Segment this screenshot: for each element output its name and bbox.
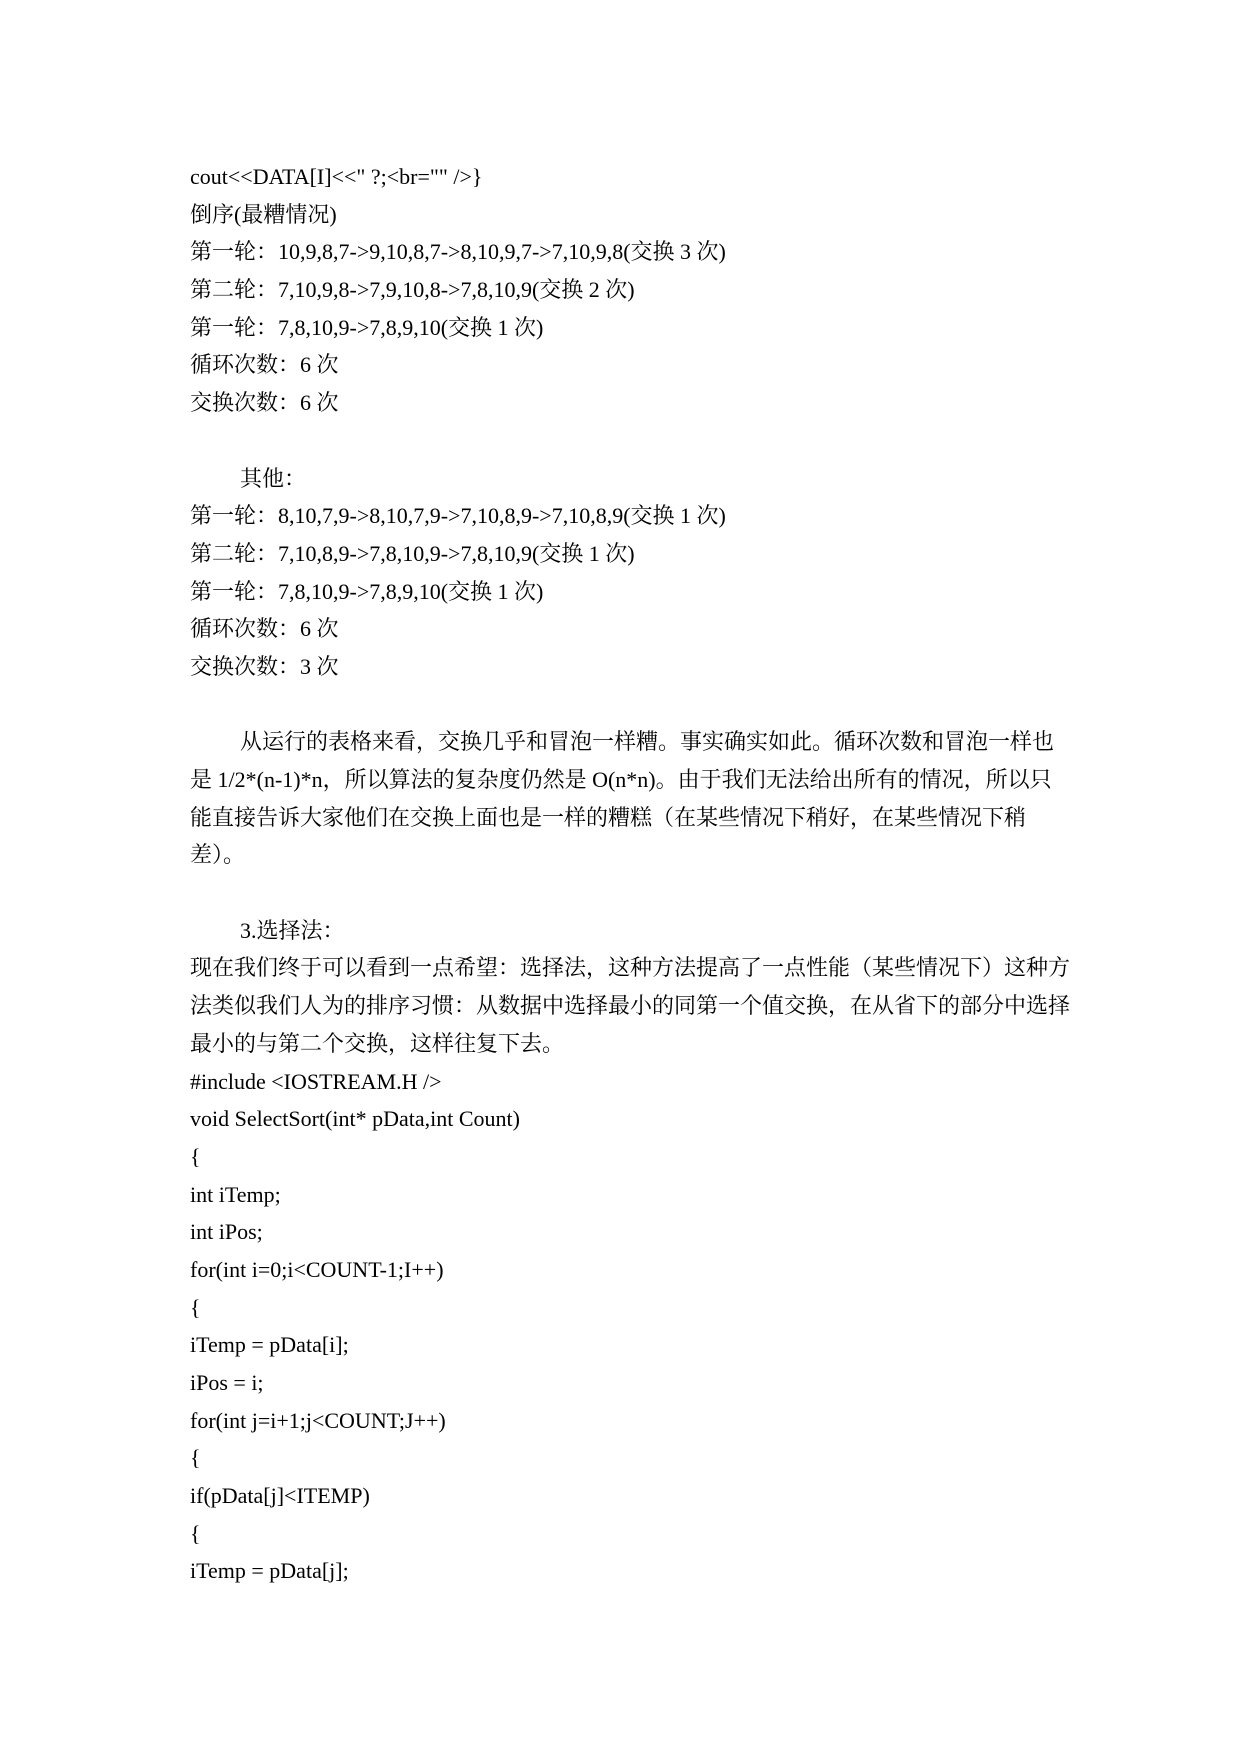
round-line: 第一轮：7,8,10,9->7,8,9,10(交换 1 次) xyxy=(190,578,544,604)
code-line: { xyxy=(190,1143,201,1169)
code-line: if(pData[j]<ITEMP) xyxy=(190,1483,370,1509)
round-line: 第二轮：7,10,9,8->7,9,10,8->7,8,10,9(交换 2 次) xyxy=(190,277,635,303)
code-line: iPos = i; xyxy=(190,1370,264,1395)
paragraph-line: 法类似我们人为的排序习惯：从数据中选择最小的同第一个值交换，在从省下的部分中选择 xyxy=(190,993,1071,1019)
code-line: int iPos; xyxy=(190,1219,263,1245)
blank-line xyxy=(190,422,1070,460)
code-block xyxy=(190,1063,1070,1591)
blank-line xyxy=(190,874,1070,912)
code-line: for(int j=i+1;j<COUNT;J++) xyxy=(190,1407,446,1433)
other-case-block xyxy=(190,460,1070,686)
code-line: void SelectSort(int* pData,int Count) xyxy=(190,1106,520,1132)
code-line: { xyxy=(190,1520,201,1546)
code-line: int iTemp; xyxy=(190,1181,281,1207)
blank-line xyxy=(190,686,1070,724)
round-line: 第一轮：10,9,8,7->9,10,8,7->8,10,9,7->7,10,9,8(交换 3 次) xyxy=(190,239,726,265)
swap-count-line: 交换次数：6 次 xyxy=(190,390,339,416)
round-line: 第一轮：8,10,7,9->8,10,7,9->7,10,8,9->7,10,8,9(交换 1 次) xyxy=(190,503,726,529)
paragraph-line: 最小的与第二个交换，这样往复下去。 xyxy=(190,1030,565,1056)
page-content xyxy=(190,158,1070,1590)
selection-paragraph xyxy=(190,949,1070,1062)
paragraph-line: 现在我们终于可以看到一点希望：选择法，这种方法提高了一点性能（某些情况下）这种方 xyxy=(190,955,1071,981)
section-title: 3.选择法： xyxy=(240,917,345,943)
code-line: #include <IOSTREAM.H /> xyxy=(190,1068,442,1094)
code-line: { xyxy=(190,1294,201,1320)
code-line: { xyxy=(190,1445,201,1471)
paragraph-line: 差）。 xyxy=(190,842,246,868)
loop-count-line: 循环次数：6 次 xyxy=(190,616,339,642)
paragraph-line: 是 1/2*(n-1)*n，所以算法的复杂度仍然是 O(n*n)。由于我们无法给出所有的情况，所以只 xyxy=(190,767,1052,792)
paragraph-line: 从运行的表格来看，交换几乎和冒泡一样糟。事实确实如此。循环次数和冒泡一样也 xyxy=(240,729,1055,755)
round-line: 第二轮：7,10,8,9->7,8,10,9->7,8,10,9(交换 1 次) xyxy=(190,540,635,566)
worst-case-block xyxy=(190,158,1070,422)
paragraph-line: 能直接告诉大家他们在交换上面也是一样的糟糕（在某些情况下稍好，在某些情况下稍 xyxy=(190,804,1027,830)
other-heading: 其他： xyxy=(240,465,307,491)
code-line: for(int i=0;i<COUNT-1;I++) xyxy=(190,1256,444,1282)
loop-count-line: 循环次数：6 次 xyxy=(190,352,339,378)
code-line: iTemp = pData[j]; xyxy=(190,1558,349,1584)
analysis-paragraph xyxy=(190,723,1070,874)
round-line: 第一轮：7,8,10,9->7,8,9,10(交换 1 次) xyxy=(190,314,544,340)
worst-case-heading: 倒序(最糟情况) xyxy=(190,201,337,227)
swap-count-line: 交换次数：3 次 xyxy=(190,653,339,679)
code-line-cout: cout<<DATA[I]<<" ?;<br="" />} xyxy=(190,164,483,189)
code-line: iTemp = pData[i]; xyxy=(190,1332,349,1358)
